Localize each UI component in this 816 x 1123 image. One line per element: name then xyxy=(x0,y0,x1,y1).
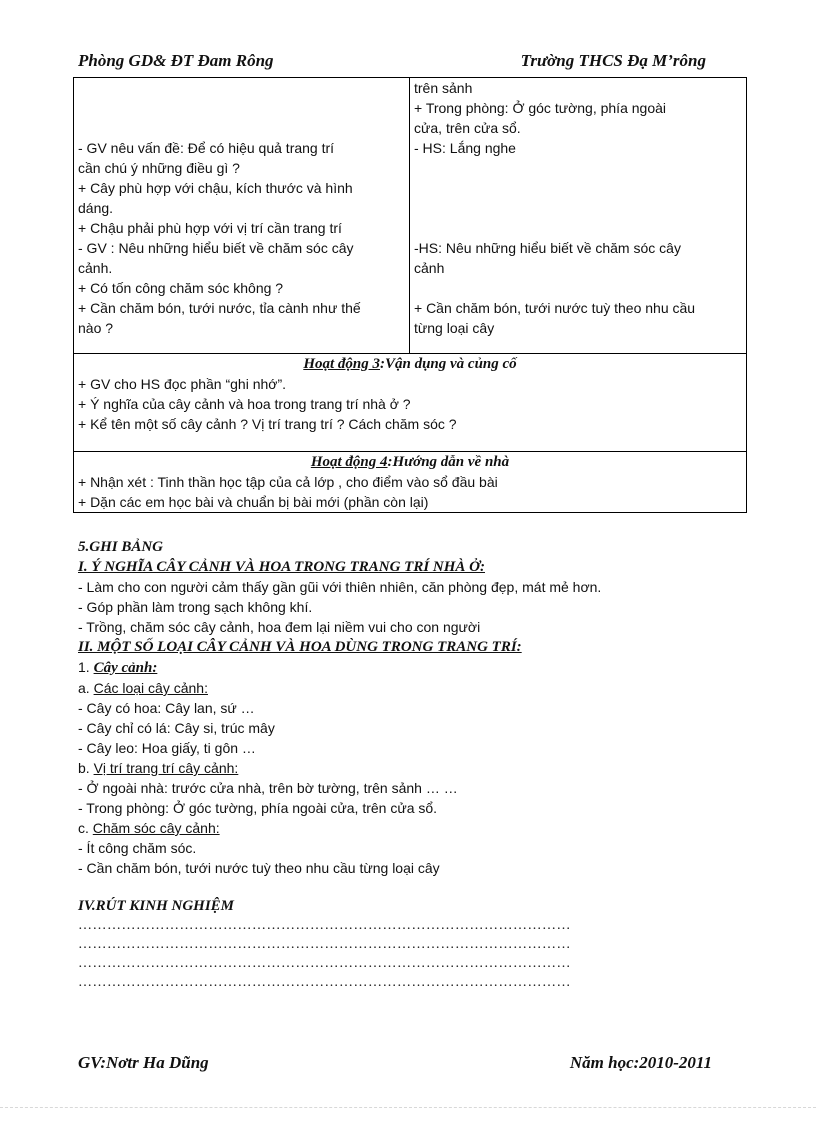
teacher-activity-line: + Chậu phải phù hợp với vị trí cần trang trí xyxy=(78,220,342,236)
dotted-line: ………………………………………………………………………………………… xyxy=(78,937,571,952)
student-activity-line xyxy=(414,218,742,238)
teacher-activity-line: cần chú ý những điều gì ? xyxy=(78,160,240,176)
teacher-activity-line: cảnh. xyxy=(78,260,113,276)
teacher-activity-line: nào ? xyxy=(78,320,114,336)
teacher-activity-line xyxy=(78,98,405,118)
student-activity-line: cảnh xyxy=(414,260,445,276)
teacher-activity-line: - GV nêu vấn đề: Để có hiệu quả trang trí xyxy=(78,140,335,156)
dotted-line: ………………………………………………………………………………………… xyxy=(78,918,571,933)
lesson-activities-table xyxy=(73,77,747,513)
section-1-item: - Làm cho con người cảm thấy gần gũi với thiên nhiên, căn phòng đẹp, mát mẻ hơn. xyxy=(78,579,602,595)
table-row-activity-4 xyxy=(74,452,747,513)
subsection-c-item: - Cần chăm bón, tưới nước tuỳ theo nhu cầu từng loại cây xyxy=(78,860,440,876)
teacher-activity-line xyxy=(78,118,405,138)
teacher-activity-line: + Có tốn công chăm sóc không ? xyxy=(78,280,284,296)
teacher-activity-line: dáng. xyxy=(78,200,114,216)
table-row-activity-3 xyxy=(74,354,747,452)
activity-3-line: + Kể tên một số cây cảnh ? Vị trí trang trí ? Cách chăm sóc ? xyxy=(78,416,457,432)
subsection-c-heading: c. Chăm sóc cây cảnh: xyxy=(78,820,220,836)
student-activity-line: + Trong phòng: Ở góc tường, phía ngoài xyxy=(414,100,667,116)
ghi-bang-title: 5.GHI BẢNG xyxy=(78,539,164,555)
table-row-discussion xyxy=(74,78,747,354)
activity-4-cell xyxy=(74,452,747,513)
teacher-activity-cell xyxy=(74,78,410,354)
subsection-a-item: - Cây có hoa: Cây lan, sứ … xyxy=(78,700,255,716)
student-activity-line: từng loại cây xyxy=(414,320,495,336)
student-activity-line: cửa, trên cửa sổ. xyxy=(414,120,521,136)
activity-3-line: + Ý nghĩa của cây cảnh và hoa trong trang trí nhà ở ? xyxy=(78,396,411,412)
page-header xyxy=(78,51,706,73)
teacher-activity-line: + Cây phù hợp với chậu, kích thước và hình xyxy=(78,180,353,196)
teacher-activity-line xyxy=(78,78,405,98)
activity-4-title: Hoạt động 4:Hướng dẫn về nhà xyxy=(310,454,510,470)
rut-kinh-nghiem-title: IV.RÚT KINH NGHIỆM xyxy=(78,898,235,914)
ghi-bang-section xyxy=(78,537,758,878)
teacher-activity-line: - GV : Nêu những hiểu biết về chăm sóc cây xyxy=(78,240,354,256)
activity-4-line: + Dặn các em học bài và chuẩn bị bài mới (phần còn lại) xyxy=(78,494,429,510)
student-activity-line xyxy=(414,198,742,218)
subsection-b-heading: b. Vị trí trang trí cây cảnh: xyxy=(78,760,239,776)
subsection-b-item: - Ở ngoài nhà: trước cửa nhà, trên bờ tường, trên sảnh … … xyxy=(78,780,458,796)
student-activity-line: -HS: Nêu những hiểu biết về chăm sóc cây xyxy=(414,240,681,256)
header-department: Phòng GD& ĐT Đam Rông xyxy=(78,51,274,70)
subsection-a-heading: a. Các loại cây cảnh: xyxy=(78,680,208,696)
student-activity-line xyxy=(414,178,742,198)
section-1-item: - Góp phần làm trong sạch không khí. xyxy=(78,599,313,615)
rut-kinh-nghiem-section xyxy=(78,896,758,992)
subsection-1-heading: 1. Cây cảnh: xyxy=(78,659,158,676)
section-2-title: II. MỘT SỐ LOẠI CÂY CẢNH VÀ HOA DÙNG TRONG TRANG TRÍ: xyxy=(78,639,522,655)
teacher-activity-line: + Cần chăm bón, tưới nước, tỉa cành như thế xyxy=(78,300,361,316)
student-activity-cell xyxy=(410,78,747,354)
activity-3-title: Hoạt động 3:Vận dụng và củng cố xyxy=(303,356,517,372)
activity-3-line: + GV cho HS đọc phần “ghi nhớ”. xyxy=(78,376,287,392)
activity-3-cell xyxy=(74,354,747,452)
page-footer xyxy=(78,1053,712,1077)
student-activity-line: trên sảnh xyxy=(414,80,473,96)
dotted-line: ………………………………………………………………………………………… xyxy=(78,975,571,990)
page-bottom-divider xyxy=(0,1107,816,1108)
section-1-title: I. Ý NGHĨA CÂY CẢNH VÀ HOA TRONG TRANG TRÍ NHÀ Ở: xyxy=(78,559,485,575)
section-1-item: - Trồng, chăm sóc cây cảnh, hoa đem lại niềm vui cho con người xyxy=(78,619,481,635)
student-activity-line: - HS: Lắng nghe xyxy=(414,140,516,156)
student-activity-line: + Cần chăm bón, tưới nước tuỳ theo nhu cầu xyxy=(414,300,696,316)
dotted-line: ………………………………………………………………………………………… xyxy=(78,956,571,971)
subsection-c-item: - Ít công chăm sóc. xyxy=(78,840,197,856)
header-school: Trường THCS Đạ M’rông xyxy=(520,51,706,70)
subsection-b-item: - Trong phòng: Ở góc tường, phía ngoài cửa, trên cửa sổ. xyxy=(78,800,438,816)
subsection-a-item: - Cây leo: Hoa giấy, ti gôn … xyxy=(78,740,256,756)
footer-school-year: Năm học:2010-2011 xyxy=(569,1053,712,1072)
subsection-a-item: - Cây chỉ có lá: Cây si, trúc mây xyxy=(78,720,275,736)
student-activity-line xyxy=(414,158,742,178)
student-activity-line xyxy=(414,278,742,298)
footer-teacher: GV:Nơtr Ha Dũng xyxy=(78,1053,209,1072)
activity-4-line: + Nhận xét : Tinh thần học tập của cả lớp , cho điểm vào sổ đầu bài xyxy=(78,474,498,490)
